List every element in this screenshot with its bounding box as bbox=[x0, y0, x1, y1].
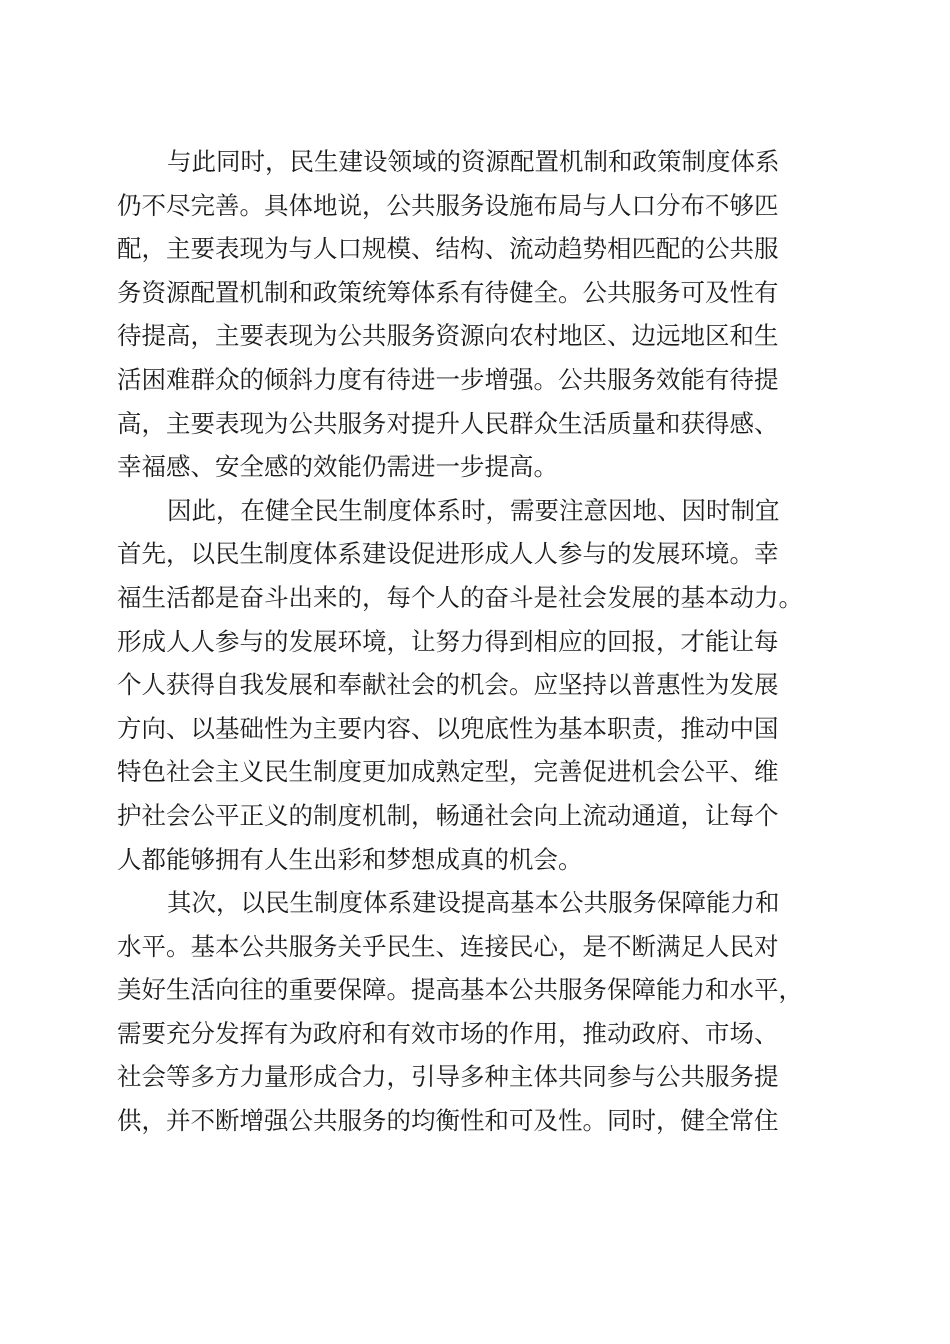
text-line: 美好生活向往的重要保障。提高基本公共服务保障能力和水平， bbox=[117, 975, 803, 1005]
text-line: 形成人人参与的发展环境，让努力得到相应的回报，才能让每 bbox=[117, 626, 779, 656]
text-line: 配，主要表现为与人口规模、结构、流动趋势相匹配的公共服 bbox=[117, 234, 779, 264]
paragraph-first-line: 与此同时，民生建设领域的资源配置机制和政策制度体系 bbox=[167, 147, 780, 176]
text-line: 社会等多方力量形成合力，引导多种主体共同参与公共服务提 bbox=[117, 1062, 779, 1092]
paragraph-first-line: 其次，以民生制度体系建设提高基本公共服务保障能力和 bbox=[167, 888, 780, 918]
body-text bbox=[117, 140, 837, 1143]
text-line: 人都能够拥有人生出彩和梦想成真的机会。 bbox=[117, 844, 583, 874]
text-line: 福生活都是奋斗出来的，每个人的奋斗是社会发展的基本动力。 bbox=[117, 582, 803, 612]
text-line: 首先，以民生制度体系建设促进形成人人参与的发展环境。幸 bbox=[117, 539, 779, 569]
text-line: 方向、以基础性为主要内容、以兜底性为基本职责，推动中国 bbox=[117, 713, 779, 743]
text-line: 个人获得自我发展和奉献社会的机会。应坚持以普惠性为发展 bbox=[117, 670, 779, 700]
text-line: 活困难群众的倾斜力度有待进一步增强。公共服务效能有待提 bbox=[117, 364, 779, 394]
text-line: 高，主要表现为公共服务对提升人民群众生活质量和获得感、 bbox=[117, 408, 779, 438]
text-line: 仍不尽完善。具体地说，公共服务设施布局与人口分布不够匹 bbox=[117, 190, 779, 220]
text-line: 供，并不断增强公共服务的均衡性和可及性。同时，健全常住 bbox=[117, 1106, 779, 1136]
paragraph-first-line: 因此，在健全民生制度体系时，需要注意因地、因时制宜 bbox=[167, 495, 780, 525]
text-line: 待提高，主要表现为公共服务资源向农村地区、边远地区和生 bbox=[117, 321, 779, 351]
text-line: 幸福感、安全感的效能仍需进一步提高。 bbox=[117, 452, 558, 482]
text-line: 水平。基本公共服务关乎民生、连接民心，是不断满足人民对 bbox=[117, 931, 779, 961]
text-line: 护社会公平正义的制度机制，畅通社会向上流动通道，让每个 bbox=[117, 800, 779, 830]
text-line: 需要充分发挥有为政府和有效市场的作用，推动政府、市场、 bbox=[117, 1018, 779, 1048]
text-line: 特色社会主义民生制度更加成熟定型，完善促进机会公平、维 bbox=[117, 757, 779, 787]
text-line: 务资源配置机制和政策统筹体系有待健全。公共服务可及性有 bbox=[117, 277, 779, 307]
